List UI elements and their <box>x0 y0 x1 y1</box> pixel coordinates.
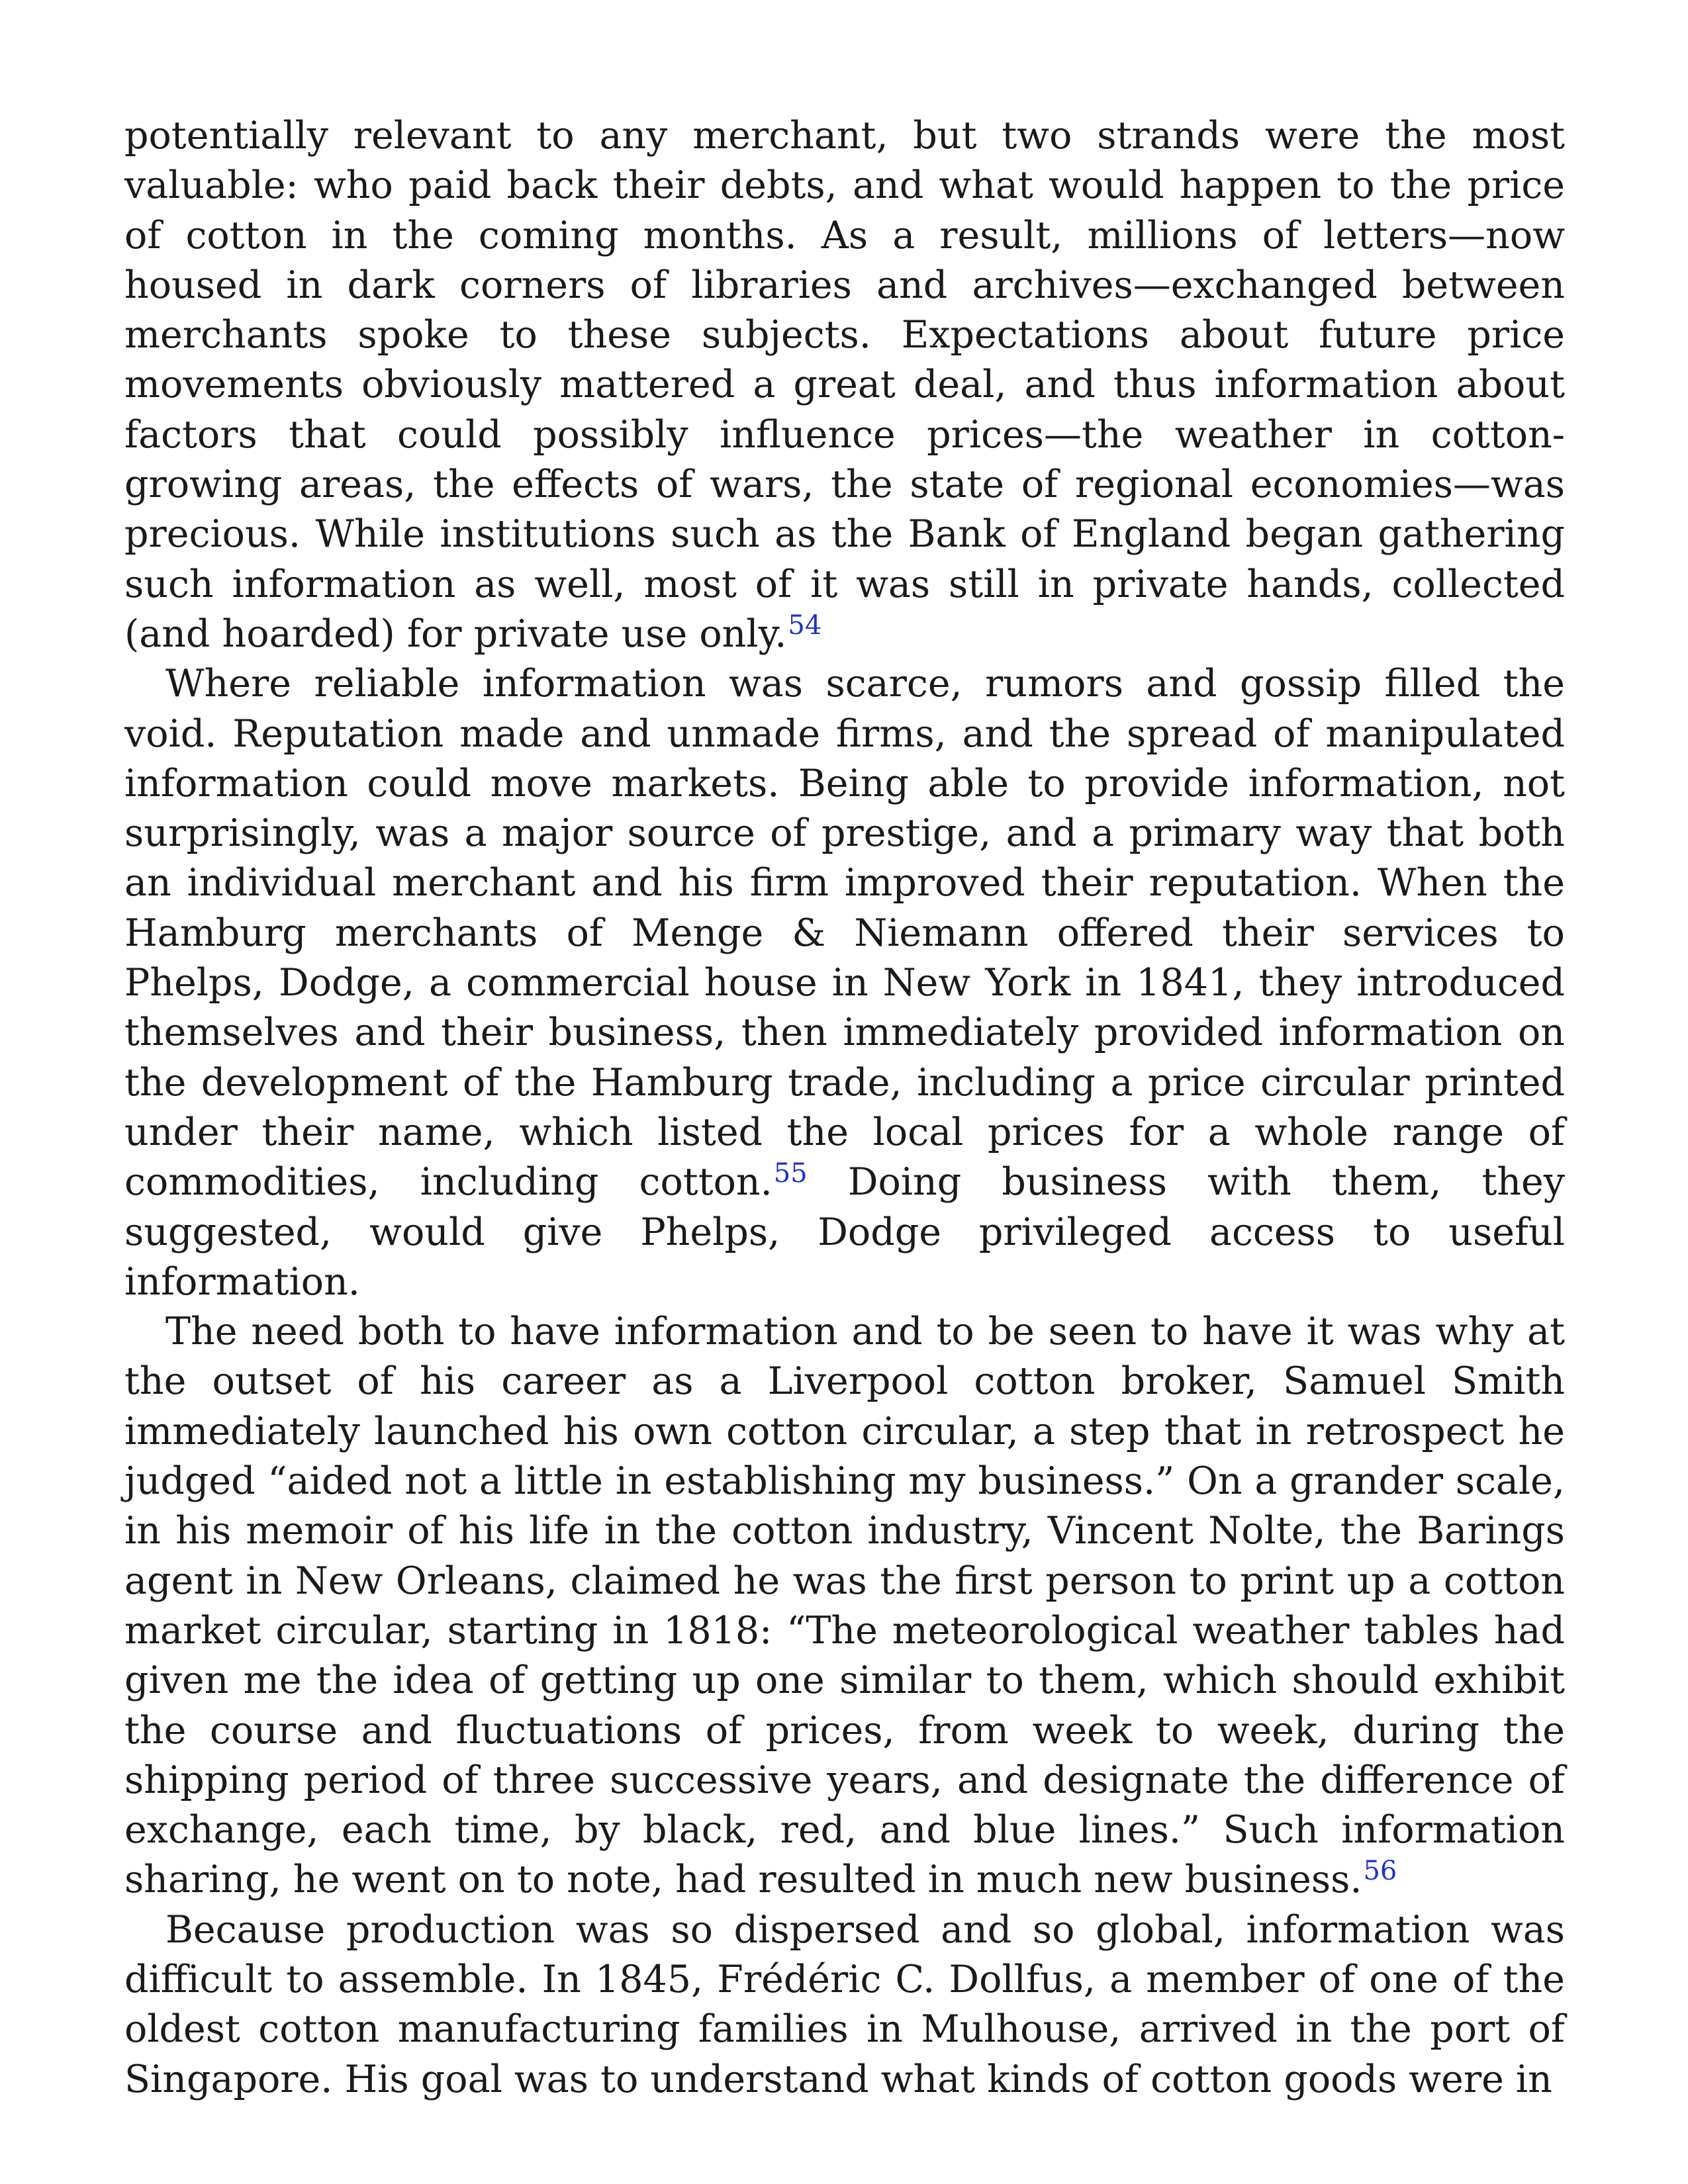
book-page <box>124 111 1565 2105</box>
paragraph-2-text-a: Where reliable information was scarce, rumors and gossip filled the void. Reputation made and unmade firms, and the spread of manipulated information could move markets. Being able to provide information, not surprisingly, was a major source of prestige, and a primary way that both an individual merchant and his firm improved their reputation. When the Hamburg merchants of Menge & Niemann offered their services to Phelps, Dodge, a commercial house in New York in 1841, they introduced themselves and their business, then immediately provided information on the development of the Hamburg trade, including a price circular printed under their name, which listed the local prices for a whole range of commodities, including cotton. <box>124 662 1565 1205</box>
paragraph-4-text: Because production was so dispersed and so global, information was difficult to assemble. In 1845, Frédéric C. Dollfus, a member of one of the oldest cotton manufacturing families in Mulhouse, arrived in the port of Singapore. His goal was to understand what kinds of cotton goods were in <box>124 1907 1565 2101</box>
paragraph-1-text: potentially relevant to any merchant, but two strands were the most valuable: who paid back their debts, and what would happen to the price of cotton in the coming months. As a result, millions of letters—now housed in dark corners of libraries and archives—exchanged between merchants spoke to these subjects. Expectations about future price movements obviously mattered a great deal, and thus information about factors that could possibly influence prices—the weather in cotton-growing areas, the effects of wars, the state of regional economies—was precious. While institutions such as the Bank of England began gathering such information as well, most of it was still in private hands, collected (and hoarded) for private use only. <box>124 114 1565 656</box>
footnote-ref-55[interactable]: 55 <box>773 1158 808 1189</box>
paragraph-1 <box>124 111 1565 659</box>
paragraph-2 <box>124 659 1565 1307</box>
footnote-ref-54[interactable]: 54 <box>788 610 822 641</box>
paragraph-2-text-b: Doing business with them, they suggested, would give Phelps, Dodge privileged access to useful information. <box>124 1160 1565 1304</box>
paragraph-4 <box>124 1905 1565 2105</box>
paragraph-3-text: The need both to have information and to be seen to have it was why at the outset of his career as a Liverpool cotton broker, Samuel Smith immediately launched his own cotton circular, a step that in retrospect he judged “aided not a little in establishing my business.” On a grander scale, in his memoir of his life in the cotton industry, Vincent Nolte, the Barings agent in New Orleans, claimed he was the first person to print up a cotton market circular, starting in 1818: “The meteorological weather tables had given me the idea of getting up one similar to them, which should exhibit the course and fluctuations of prices, from week to week, during the shipping period of three successive years, and designate the difference of exchange, each time, by black, red, and blue lines.” Such information sharing, he went on to note, had resulted in much new business. <box>124 1310 1565 1902</box>
footnote-ref-56[interactable]: 56 <box>1363 1856 1397 1887</box>
paragraph-3 <box>124 1307 1565 1905</box>
